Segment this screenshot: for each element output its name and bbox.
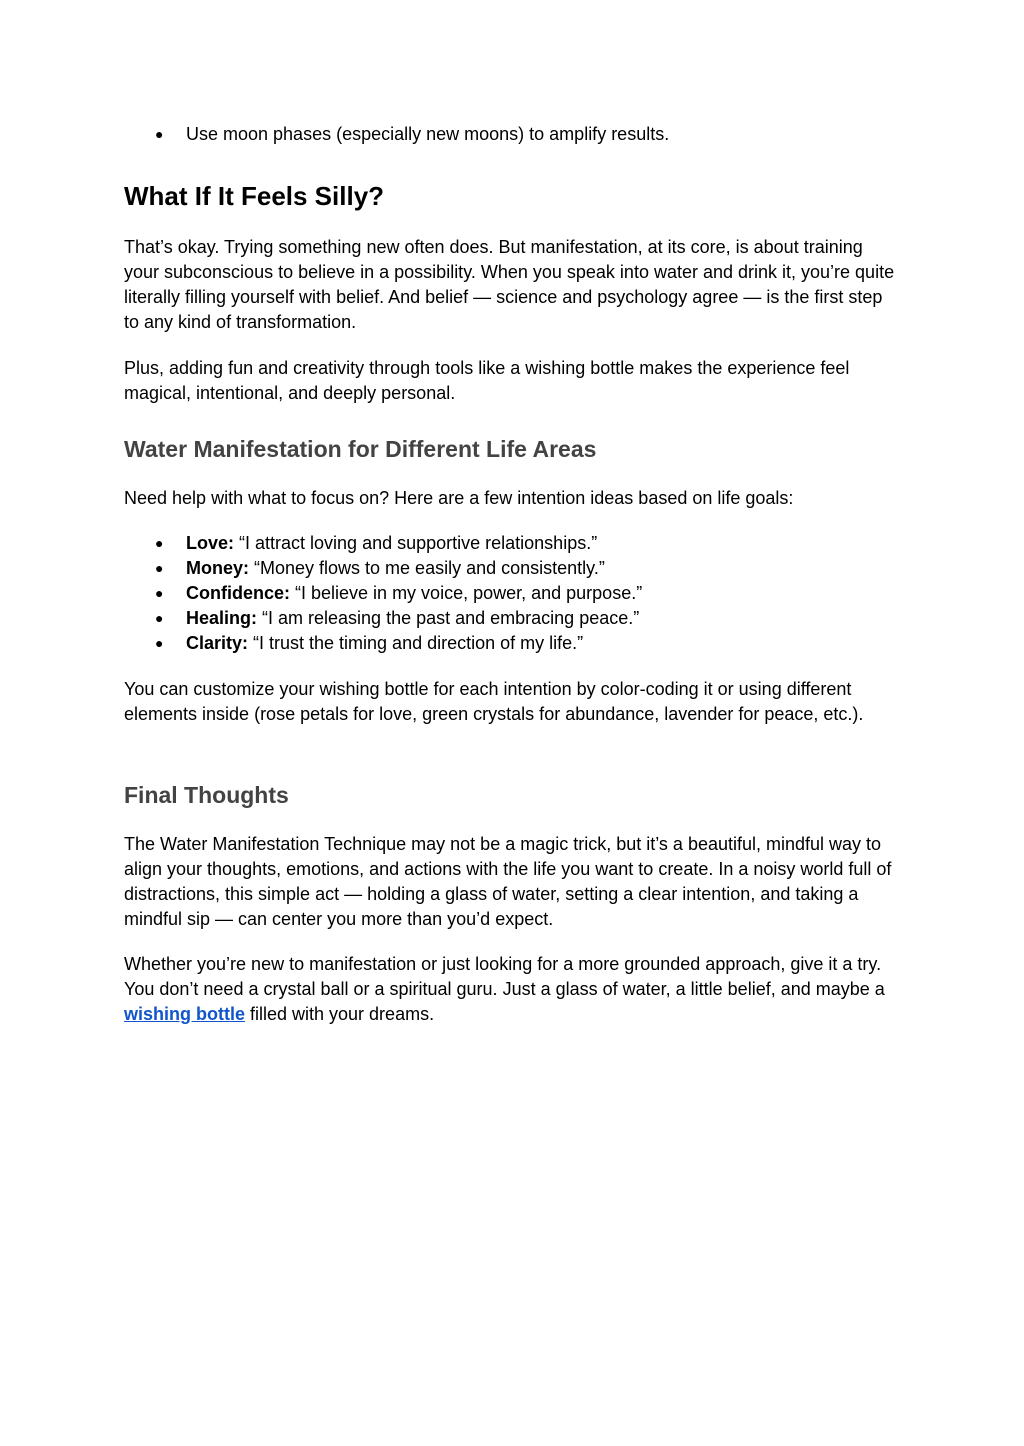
list-item-text: Use moon phases (especially new moons) to amplify results.	[186, 124, 670, 144]
list-item-text: “Money flows to me easily and consistently.”	[249, 558, 605, 578]
top-bullet-list	[124, 122, 902, 147]
paragraph-final-2-end: filled with your dreams.	[245, 1004, 435, 1024]
bullet-icon: ●	[155, 126, 164, 142]
list-item-text: “I am releasing the past and embracing peace.”	[257, 608, 640, 628]
list-item	[124, 122, 902, 147]
paragraph-silly-1: That’s okay. Trying something new often does. But manifestation, at its core, is about training your subconscious to believe in a possibility. When you speak into water and drink it, you’re quite literally filling yourself with belief. And belief — science and psychology agree — is the first step to any kind of transformation.	[124, 237, 895, 332]
list-item-label: Money:	[186, 558, 249, 578]
list-item	[124, 556, 902, 581]
heading-what-if-silly: What If It Feels Silly?	[124, 181, 385, 211]
list-item-text: “I attract loving and supportive relationships.”	[234, 533, 598, 553]
bullet-icon: ●	[155, 635, 164, 651]
paragraph-final-2-start: Whether you’re new to manifestation or just looking for a more grounded approach, give it a try. You don’t need a crystal ball or a spiritual guru. Just a glass of water, a little belief, and maybe a	[124, 954, 885, 999]
heading-life-areas: Water Manifestation for Different Life Areas	[124, 436, 597, 462]
bullet-icon: ●	[155, 535, 164, 551]
list-item-label: Healing:	[186, 608, 258, 628]
paragraph-areas-intro: Need help with what to focus on? Here are a few intention ideas based on life goals:	[124, 488, 794, 508]
list-item	[124, 531, 902, 556]
paragraph-final-1: The Water Manifestation Technique may not be a magic trick, but it’s a beautiful, mindful way to align your thoughts, emotions, and actions with the life you want to create. In a noisy world full of distractions, this simple act — holding a glass of water, setting a clear intention, and taking a mindful sip — can center you more than you’d expect.	[124, 834, 892, 929]
intention-list	[124, 531, 902, 656]
bullet-icon: ●	[155, 560, 164, 576]
heading-final-thoughts: Final Thoughts	[124, 782, 289, 808]
paragraph-silly-2: Plus, adding fun and creativity through tools like a wishing bottle makes the experience feel magical, intentional, and deeply personal.	[124, 358, 850, 403]
list-item-label: Confidence:	[186, 583, 291, 603]
list-item-label: Love:	[186, 533, 235, 553]
list-item-label: Clarity:	[186, 633, 249, 653]
list-item	[124, 581, 902, 606]
paragraph-final-2	[124, 952, 902, 1027]
list-item	[124, 606, 902, 631]
bullet-icon: ●	[155, 585, 164, 601]
list-item-text: “I believe in my voice, power, and purpose.”	[290, 583, 643, 603]
list-item-text: “I trust the timing and direction of my life.”	[248, 633, 584, 653]
paragraph-areas-outro: You can customize your wishing bottle for each intention by color-coding it or using different elements inside (rose petals for love, green crystals for abundance, lavender for peace, etc.).	[124, 679, 864, 724]
bullet-icon: ●	[155, 610, 164, 626]
list-item	[124, 631, 902, 656]
wishing-bottle-link[interactable]: wishing bottle	[124, 1004, 245, 1024]
